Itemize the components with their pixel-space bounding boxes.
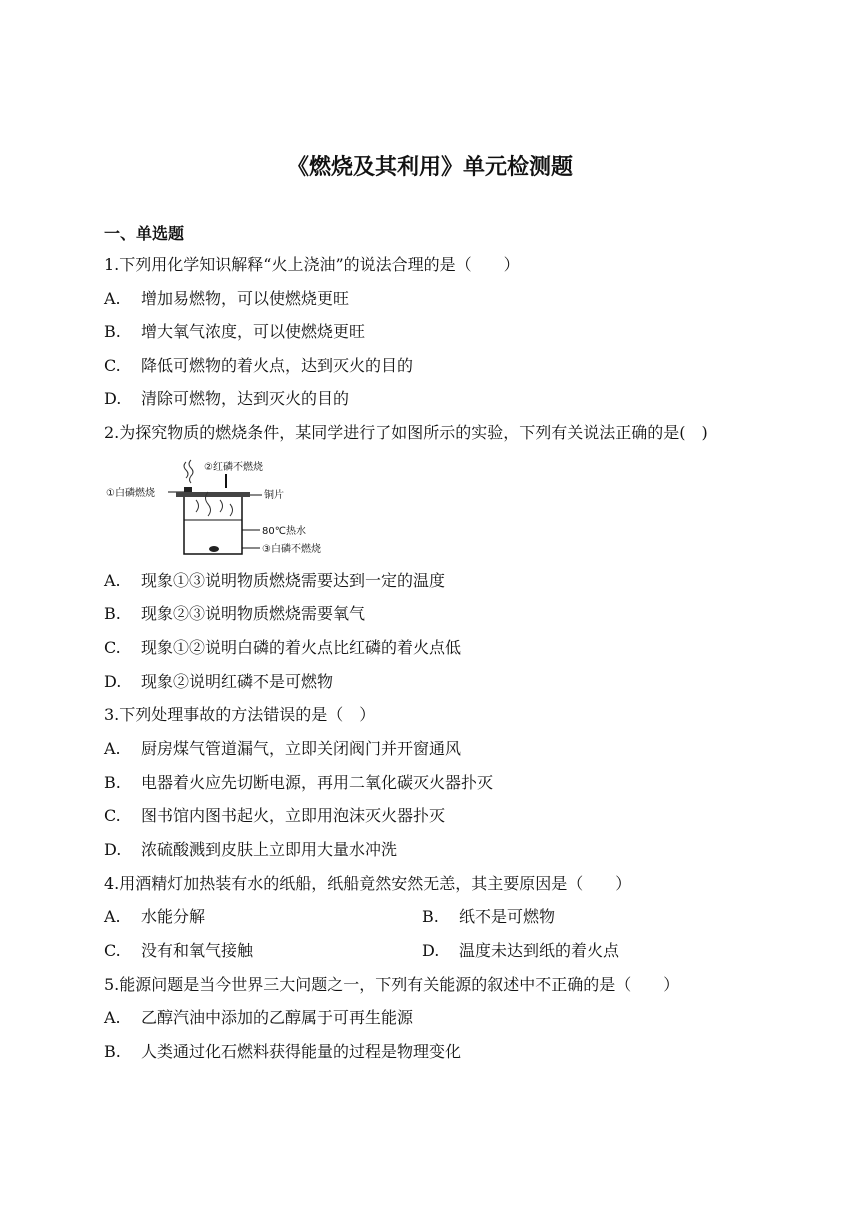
q5-option-a: A. 乙醇汽油中添加的乙醇属于可再生能源 [104, 1008, 414, 1027]
page-title: 《燃烧及其利用》单元检测题 [286, 155, 573, 180]
q4-option-d: D. 温度未达到纸的着火点 [422, 941, 620, 960]
label-hot-water: 80℃热水 [262, 526, 306, 537]
q2-option-d: D. 现象②说明红磷不是可燃物 [104, 672, 334, 691]
question-4-stem: 4.用酒精灯加热装有水的纸船，纸船竟然安然无恙，其主要原因是（ ） [104, 874, 632, 893]
label-white-phosphorus-water: ③白磷不燃烧 [262, 544, 321, 555]
question-1-stem: 1.下列用化学知识解释“火上浇油”的说法合理的是（ ） [104, 255, 520, 274]
q3-option-d: D. 浓硫酸溅到皮肤上立即用大量水冲洗 [104, 840, 398, 859]
q4-option-a: A. 水能分解 [104, 907, 206, 926]
experiment-figure [104, 454, 344, 564]
copper-plate [176, 492, 250, 497]
beaker [184, 497, 242, 554]
label-red-phosphorus: ②红磷不燃烧 [204, 462, 263, 473]
q1-option-d: D. 清除可燃物，达到灭火的目的 [104, 389, 350, 408]
q3-option-a: A. 厨房煤气管道漏气，立即关闭阀门并开窗通风 [104, 739, 462, 758]
question-2-stem: 2.为探究物质的燃烧条件，某同学进行了如图所示的实验，下列有关说法正确的是( ) [104, 423, 708, 442]
q4-option-b: B. 纸不是可燃物 [422, 907, 556, 926]
q1-option-c: C. 降低可燃物的着火点，达到灭火的目的 [104, 356, 414, 375]
q2-option-b: B. 现象②③说明物质燃烧需要氧气 [104, 604, 366, 623]
q3-option-c: C. 图书馆内图书起火，立即用泡沫灭火器扑灭 [104, 806, 446, 825]
label-copper: 铜片 [264, 490, 284, 501]
q1-option-b: B. 增大氧气浓度，可以使燃烧更旺 [104, 322, 366, 341]
question-3-stem: 3.下列处理事故的方法错误的是（ ） [104, 705, 376, 724]
label-white-phosphorus-burning: ①白磷燃烧 [106, 488, 155, 499]
section-heading: 一、单选题 [104, 224, 185, 243]
q2-option-a: A. 现象①③说明物质燃烧需要达到一定的温度 [104, 571, 446, 590]
q1-option-a: A. 增加易燃物，可以使燃烧更旺 [104, 289, 350, 308]
question-5-stem: 5.能源问题是当今世界三大问题之一，下列有关能源的叙述中不正确的是（ ） [104, 975, 680, 994]
q5-option-b: B. 人类通过化石燃料获得能量的过程是物理变化 [104, 1042, 462, 1061]
q3-option-b: B. 电器着火应先切断电源，再用二氧化碳灭火器扑灭 [104, 773, 494, 792]
q4-option-c: C. 没有和氧气接触 [104, 941, 254, 960]
q2-option-c: C. 现象①②说明白磷的着火点比红磷的着火点低 [104, 638, 462, 657]
